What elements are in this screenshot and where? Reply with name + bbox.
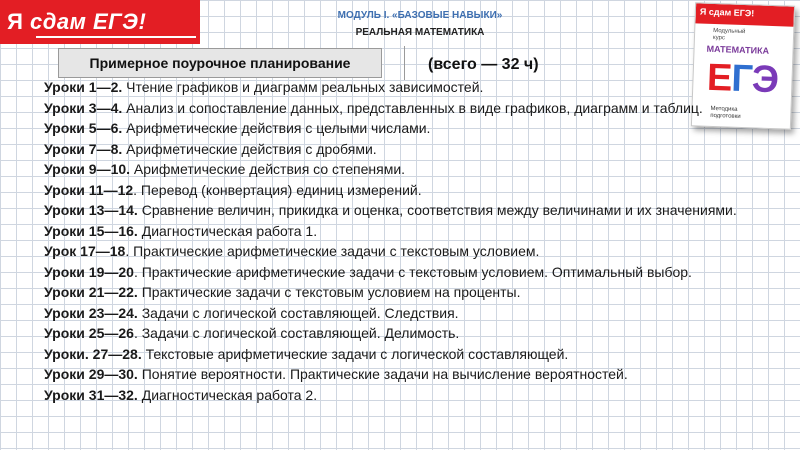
lesson-topic: Понятие вероятности. Практические задачи на вычисление вероятностей. — [137, 366, 628, 382]
lesson-item — [44, 241, 789, 262]
lesson-topic: . Практические арифметические задачи с текстовым условием. — [125, 243, 540, 259]
lesson-item — [44, 139, 789, 160]
brand-logo — [0, 0, 200, 44]
module-title: МОДУЛЬ I. «БАЗОВЫЕ НАВЫКИ» — [337, 10, 503, 21]
module-subtitle: РЕАЛЬНАЯ МАТЕМАТИКА — [355, 27, 485, 38]
book-brand: Я сдам ЕГЭ! — [699, 6, 755, 19]
lesson-item — [44, 98, 789, 119]
lesson-item — [44, 221, 789, 242]
book-method-line-2: подготовки — [710, 112, 741, 120]
logo-underline — [36, 36, 196, 38]
book-ege-logo: ЕГЭ — [706, 56, 779, 102]
logo-letter: Я — [7, 9, 23, 34]
book-method-line-1: Методика — [710, 105, 738, 113]
lesson-topic: Арифметические действия со степенями. — [130, 161, 406, 177]
lesson-topic: Диагностическая работа 2. — [137, 386, 318, 403]
book-subject: МАТЕМАТИКА — [706, 43, 770, 56]
lesson-topic: Анализ и сопоставление данных, представленных в виде графиков, диаграмм и таблиц. — [122, 99, 703, 116]
lesson-item — [44, 262, 789, 283]
lesson-topic: Практические задачи с текстовым условием на проценты. — [137, 284, 521, 300]
lesson-topic: Арифметические действия с целыми числами. — [122, 120, 431, 136]
book-series — [713, 28, 746, 43]
lesson-topic: . Практические арифметические задачи с текстовым условием. Оптимальный выбор. — [133, 263, 692, 280]
lesson-topic: . Задачи с логической составляющей. Делимость. — [133, 325, 460, 341]
lesson-number: Уроки 15—16. — [44, 222, 138, 239]
lesson-list — [44, 77, 789, 405]
lesson-item — [44, 200, 789, 221]
plan-title-box — [58, 48, 382, 78]
lesson-item — [44, 118, 789, 139]
lesson-number: Уроки 23—24. — [44, 304, 138, 321]
lesson-item — [44, 77, 789, 98]
lesson-number: Уроки 31—32. — [44, 386, 138, 403]
lesson-number: Уроки 29—30. — [44, 366, 138, 382]
lesson-number: Уроки 11—12 — [44, 181, 134, 198]
lesson-number: Уроки 21—22. — [44, 284, 138, 300]
book-series-line-1: Модульный — [713, 27, 746, 36]
lesson-number: Уроки 25—26 — [44, 325, 134, 341]
lesson-item — [44, 364, 789, 385]
lesson-number: Уроки 3—4. — [44, 99, 123, 116]
lesson-number: Уроки 1—2. — [44, 79, 123, 95]
total-hours: (всего — 32 ч) — [428, 56, 539, 73]
lesson-topic: Чтение графиков и диаграмм реальных зависимостей. — [122, 79, 484, 95]
book-series-line-2: курс — [712, 34, 726, 42]
lesson-item — [44, 323, 789, 344]
lesson-item — [44, 159, 789, 180]
plan-title: Примерное поурочное планирование — [89, 55, 351, 71]
logo-text: сдам ЕГЭ! — [30, 9, 147, 34]
lesson-item — [44, 303, 789, 324]
lesson-number: Урок 17—18 — [44, 243, 126, 259]
lesson-topic: Диагностическая работа 1. — [137, 222, 318, 239]
lesson-topic: . Перевод (конвертация) единиц измерений. — [133, 181, 422, 198]
lesson-item — [44, 344, 789, 365]
lesson-number: Уроки 5—6. — [44, 120, 123, 136]
header-divider — [404, 46, 405, 80]
lesson-topic: Текстовые арифметические задачи с логической составляющей. — [141, 345, 569, 362]
lesson-item — [44, 385, 789, 406]
lesson-item — [44, 282, 789, 303]
lesson-number: Уроки. 27—28. — [44, 345, 142, 362]
lesson-number: Уроки 7—8. — [44, 140, 123, 157]
lesson-number: Уроки 9—10. — [44, 161, 131, 177]
lesson-item — [44, 180, 789, 201]
lesson-topic: Задачи с логической составляющей. Следствия. — [137, 304, 459, 321]
lesson-topic: Сравнение величин, прикидка и оценка, соответствия между величинами и их значениями. — [137, 202, 737, 218]
lesson-topic: Арифметические действия с дробями. — [122, 140, 377, 157]
lesson-number: Уроки 13—14. — [44, 202, 138, 218]
lesson-number: Уроки 19—20 — [44, 263, 134, 280]
